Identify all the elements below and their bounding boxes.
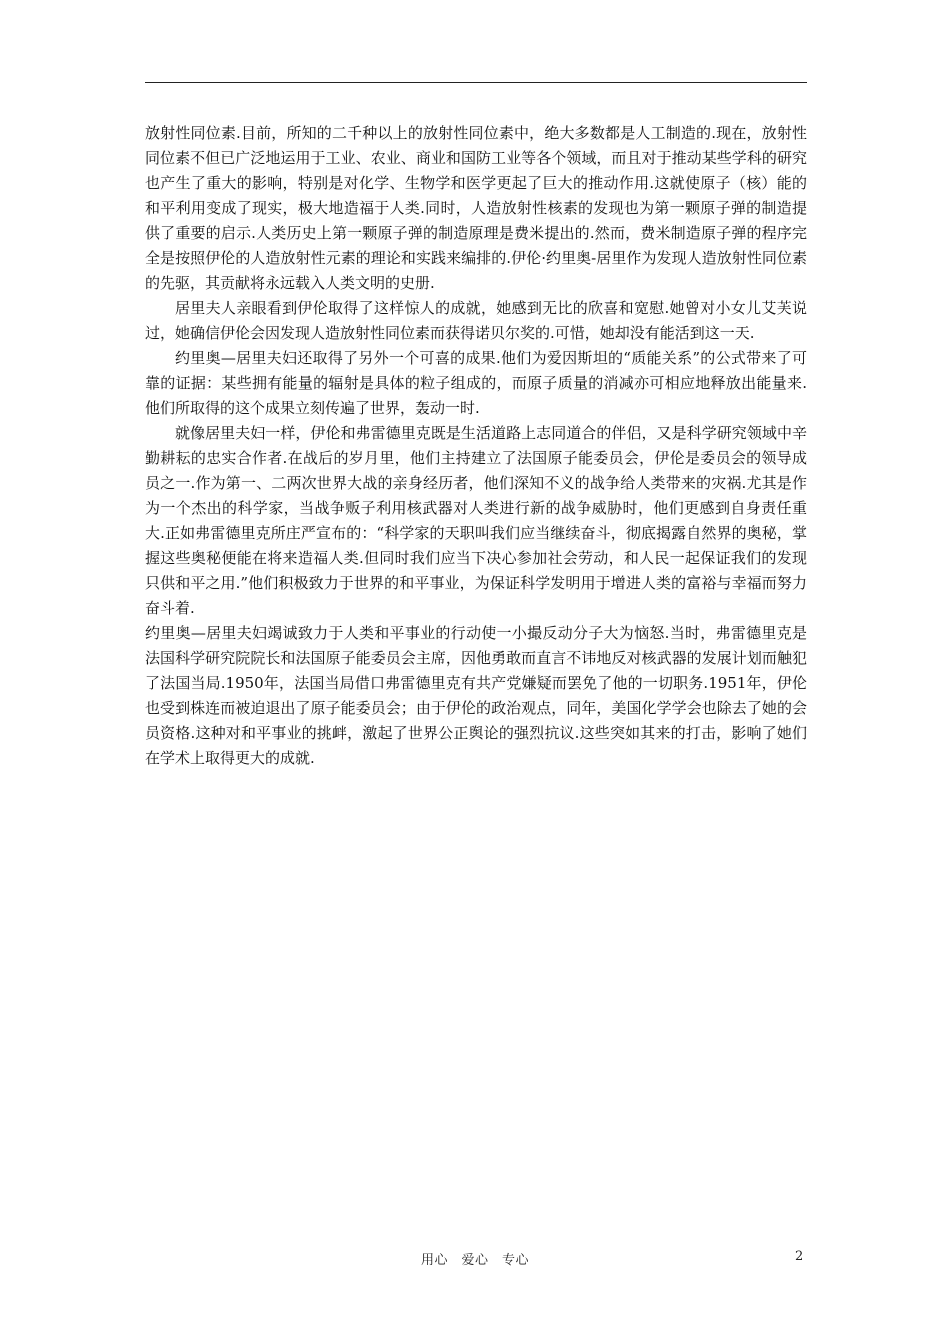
paragraph: 约里奥—居里夫妇还取得了另外一个可喜的成果.他们为爱因斯坦的“质能关系”的公式带来了可靠的证据：某些拥有能量的辐射是具体的粒子组成的，而原子质量的消减亦可相应地释放出能量来.他们所取得的这个成果立刻传遍了世界，轰动一时. — [145, 349, 807, 417]
body-text — [145, 121, 807, 771]
paragraph: 居里夫人亲眼看到伊伦取得了这样惊人的成就，她感到无比的欣喜和宽慰.她曾对小女儿艾芙说过，她确信伊伦会因发现人造放射性同位素而获得诺贝尔奖的.可惜，她却没有能活到这一天. — [145, 299, 807, 342]
footer-slogan: 用心 爱心 专心 — [420, 1253, 529, 1268]
page-number: 2 — [795, 1249, 804, 1264]
header-rule — [145, 82, 807, 83]
paragraph: 就像居里夫妇一样，伊伦和弗雷德里克既是生活道路上志同道合的伴侣，又是科学研究领域中辛勤耕耘的忠实合作者.在战后的岁月里，他们主持建立了法国原子能委员会，伊伦是委员会的领导成员之一.作为第一、二两次世界大战的亲身经历者，他们深知不义的战争给人类带来的灾祸.尤其是作为一个杰出的科学家，当战争贩子利用核武器对人类进行新的战争威胁时，他们更感到自身责任重大.正如弗雷德里克所庄严宣布的：“科学家的天职叫我们应当继续奋斗，彻底揭露自然界的奥秘，掌握这些奥秘便能在将来造福人类.但同时我们应当下决心参加社会劳动，和人民一起保证我们的发现只供和平之用.”他们积极致力于世界的和平事业，为保证科学发明用于增进人类的富裕与幸福而努力奋斗着. — [145, 424, 807, 617]
paragraph: 约里奥—居里夫妇竭诚致力于人类和平事业的行动使一小撮反动分子大为恼怒.当时，弗雷德里克是法国科学研究院院长和法国原子能委员会主席，因他勇敢而直言不讳地反对核武器的发展计划而触犯了法国当局.1950年，法国当局借口弗雷德里克有共产党嫌疑而罢免了他的一切职务.1951年，伊伦也受到株连而被迫退出了原子能委员会；由于伊伦的政治观点，同年，美国化学学会也除去了她的会员资格.这种对和平事业的挑衅，激起了世界公正舆论的强烈抗议.这些突如其来的打击，影响了她们在学术上取得更大的成就. — [145, 624, 807, 767]
paragraph: 放射性同位素.目前，所知的二千种以上的放射性同位素中，绝大多数都是人工制造的.现在，放射性同位素不但已广泛地运用于工业、农业、商业和国防工业等各个领域，而且对于推动某些学科的研究也产生了重大的影响，特别是对化学、生物学和医学更起了巨大的推动作用.这就使原子（核）能的和平利用变成了现实，极大地造福于人类.同时，人造放射性核素的发现也为第一颗原子弹的制造提供了重要的启示.人类历史上第一颗原子弹的制造原理是费米提出的.然而，费米制造原子弹的程序完全是按照伊伦的人造放射性元素的理论和实践来编排的.伊伦·约里奥-居里作为发现人造放射性同位素的先驱，其贡献将永远载入人类文明的史册. — [145, 124, 807, 292]
